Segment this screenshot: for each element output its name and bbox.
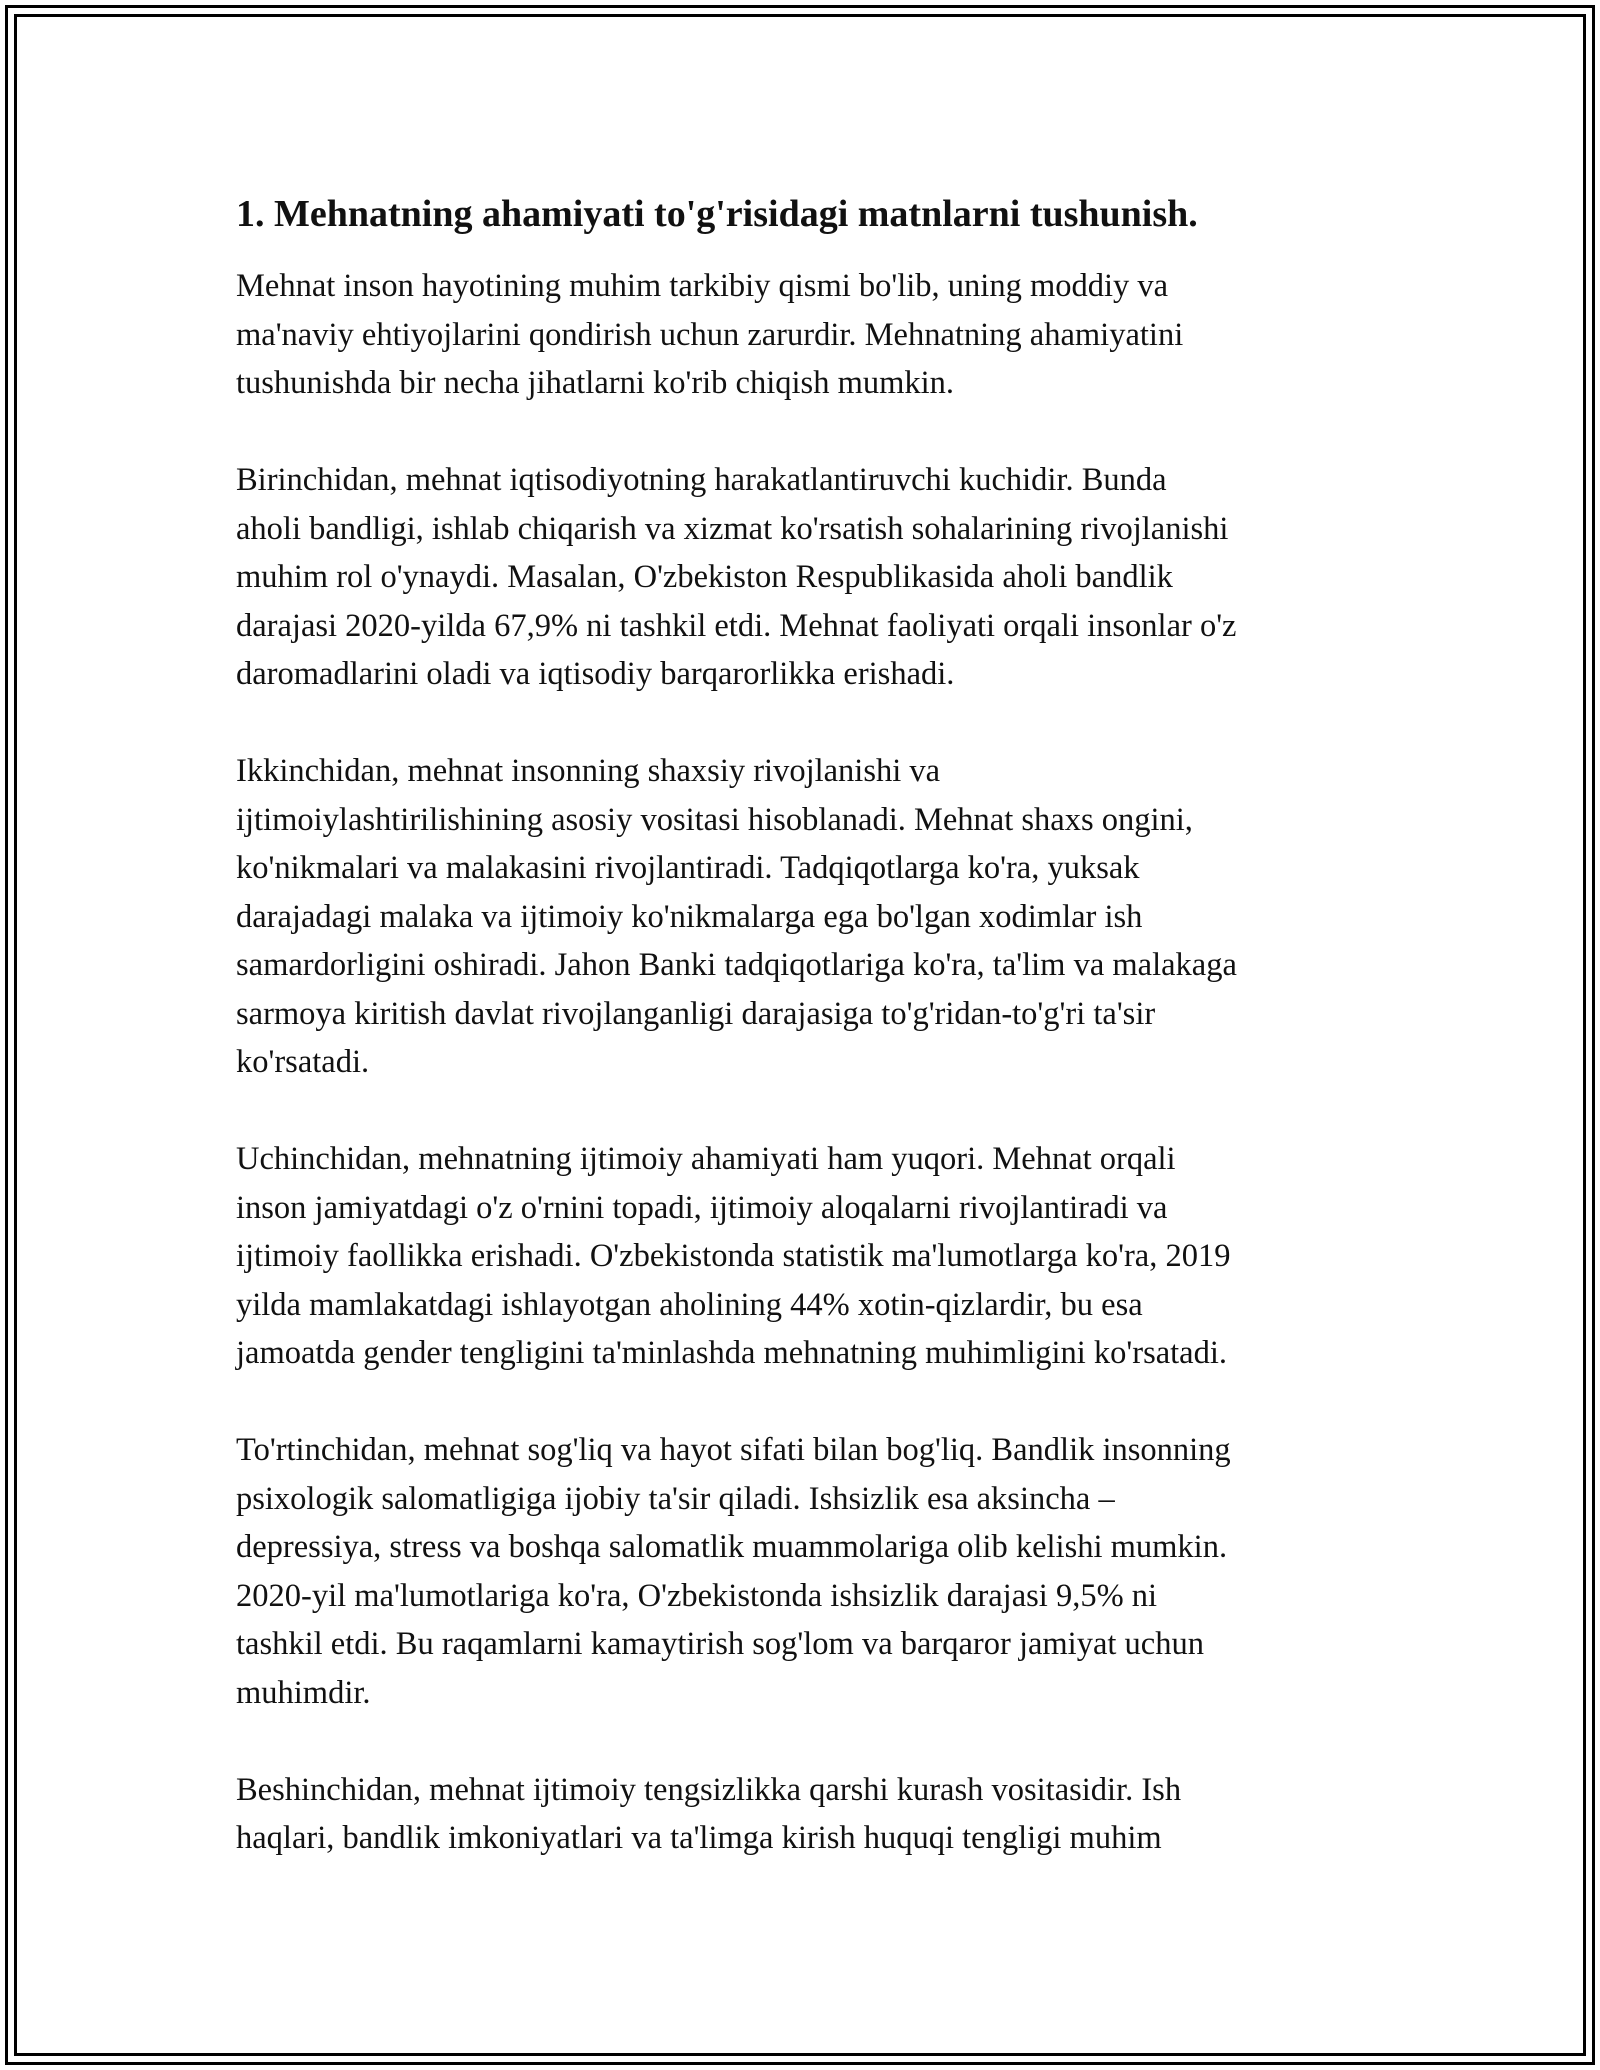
text-line: darajasi 2020-yilda 67,9% ni tashkil etdi. Mehnat faoliyati orqali insonlar o'z bbox=[236, 607, 1237, 644]
text-line: daromadlarini oladi va iqtisodiy barqarorlikka erishadi. bbox=[236, 656, 955, 692]
text-line: 2020-yil ma'lumotlariga ko'ra, O'zbekistonda ishsizlik darajasi 9,5% ni bbox=[236, 1577, 1158, 1614]
document-page bbox=[236, 186, 1386, 1911]
text-line: ijtimoiylashtirilishining asosiy vositasi hisoblanadi. Mehnat shaxs ongini, bbox=[236, 801, 1193, 838]
text-line: darajadagi malaka va ijtimoiy ko'nikmalarga ega bo'lgan xodimlar ish bbox=[236, 898, 1143, 935]
text-line: Birinchidan, mehnat iqtisodiyotning harakatlantiruvchi kuchidir. Bunda bbox=[236, 462, 1167, 498]
text-line: Beshinchidan, mehnat ijtimoiy tengsizlikka qarshi kurash vositasidir. Ish bbox=[236, 1771, 1182, 1808]
text-line: samardorligini oshiradi. Jahon Banki tadqiqotlariga ko'ra, ta'lim va malakaga bbox=[236, 947, 1237, 983]
paragraph-third bbox=[236, 1135, 1386, 1378]
text-line: depressiya, stress va boshqa salomatlik muammolariga olib kelishi mumkin. bbox=[236, 1529, 1228, 1565]
text-line: Ikkinchidan, mehnat insonning shaxsiy rivojlanishi va bbox=[236, 753, 941, 789]
text-line: ma'naviy ehtiyojlarini qondirish uchun zarurdir. Mehnatning ahamiyatini bbox=[236, 316, 1184, 353]
text-line: ijtimoiy faollikka erishadi. O'zbekistonda statistik ma'lumotlarga ko'ra, 2019 bbox=[236, 1238, 1231, 1274]
text-line: tashkil etdi. Bu raqamlarni kamaytirish sog'lom va barqaror jamiyat uchun bbox=[236, 1626, 1204, 1662]
text-line: ko'rsatadi. bbox=[236, 1044, 370, 1080]
text-line: ko'nikmalari va malakasini rivojlantiradi. Tadqiqotlarga ko'ra, yuksak bbox=[236, 850, 1140, 886]
text-line: sarmoya kiritish davlat rivojlanganligi darajasiga to'g'ridan-to'g'ri ta'sir bbox=[236, 995, 1156, 1032]
paragraph-fourth bbox=[236, 1426, 1386, 1717]
paragraph-second bbox=[236, 747, 1386, 1087]
text-line: muhimdir. bbox=[236, 1674, 371, 1711]
text-line: Mehnat inson hayotining muhim tarkibiy qismi bo'lib, uning moddiy va bbox=[236, 268, 1169, 304]
text-line: jamoatda gender tengligini ta'minlashda mehnatning muhimligini ko'rsatadi. bbox=[236, 1335, 1228, 1371]
text-line: inson jamiyatdagi o'z o'rnini topadi, ijtimoiy aloqalarni rivojlantiradi va bbox=[236, 1189, 1168, 1226]
text-line: yilda mamlakatdagi ishlayotgan aholining 44% xotin-qizlardir, bu esa bbox=[236, 1286, 1143, 1323]
text-line: psixologik salomatligiga ijobiy ta'sir qiladi. Ishsizlik esa aksincha – bbox=[236, 1480, 1115, 1517]
text-line: Uchinchidan, mehnatning ijtimoiy ahamiyati ham yuqori. Mehnat orqali bbox=[236, 1141, 1176, 1177]
paragraph-fifth bbox=[236, 1766, 1386, 1863]
text-line: tushunishda bir necha jihatlarni ko'rib chiqish mumkin. bbox=[236, 365, 955, 401]
paragraph-intro bbox=[236, 262, 1386, 408]
document-title: 1. Mehnatning ahamiyati to'g'risidagi matnlarni tushunish. bbox=[236, 193, 1198, 235]
text-line: To'rtinchidan, mehnat sog'liq va hayot sifati bilan bog'liq. Bandlik insonning bbox=[236, 1432, 1231, 1468]
text-line: haqlari, bandlik imkoniyatlari va ta'limga kirish huquqi tengligi muhim bbox=[236, 1820, 1162, 1856]
text-line: aholi bandligi, ishlab chiqarish va xizmat ko'rsatish sohalarining rivojlanishi bbox=[236, 510, 1229, 547]
text-line: muhim rol o'ynaydi. Masalan, O'zbekiston Respublikasida aholi bandlik bbox=[236, 559, 1173, 595]
paragraph-first bbox=[236, 456, 1386, 699]
